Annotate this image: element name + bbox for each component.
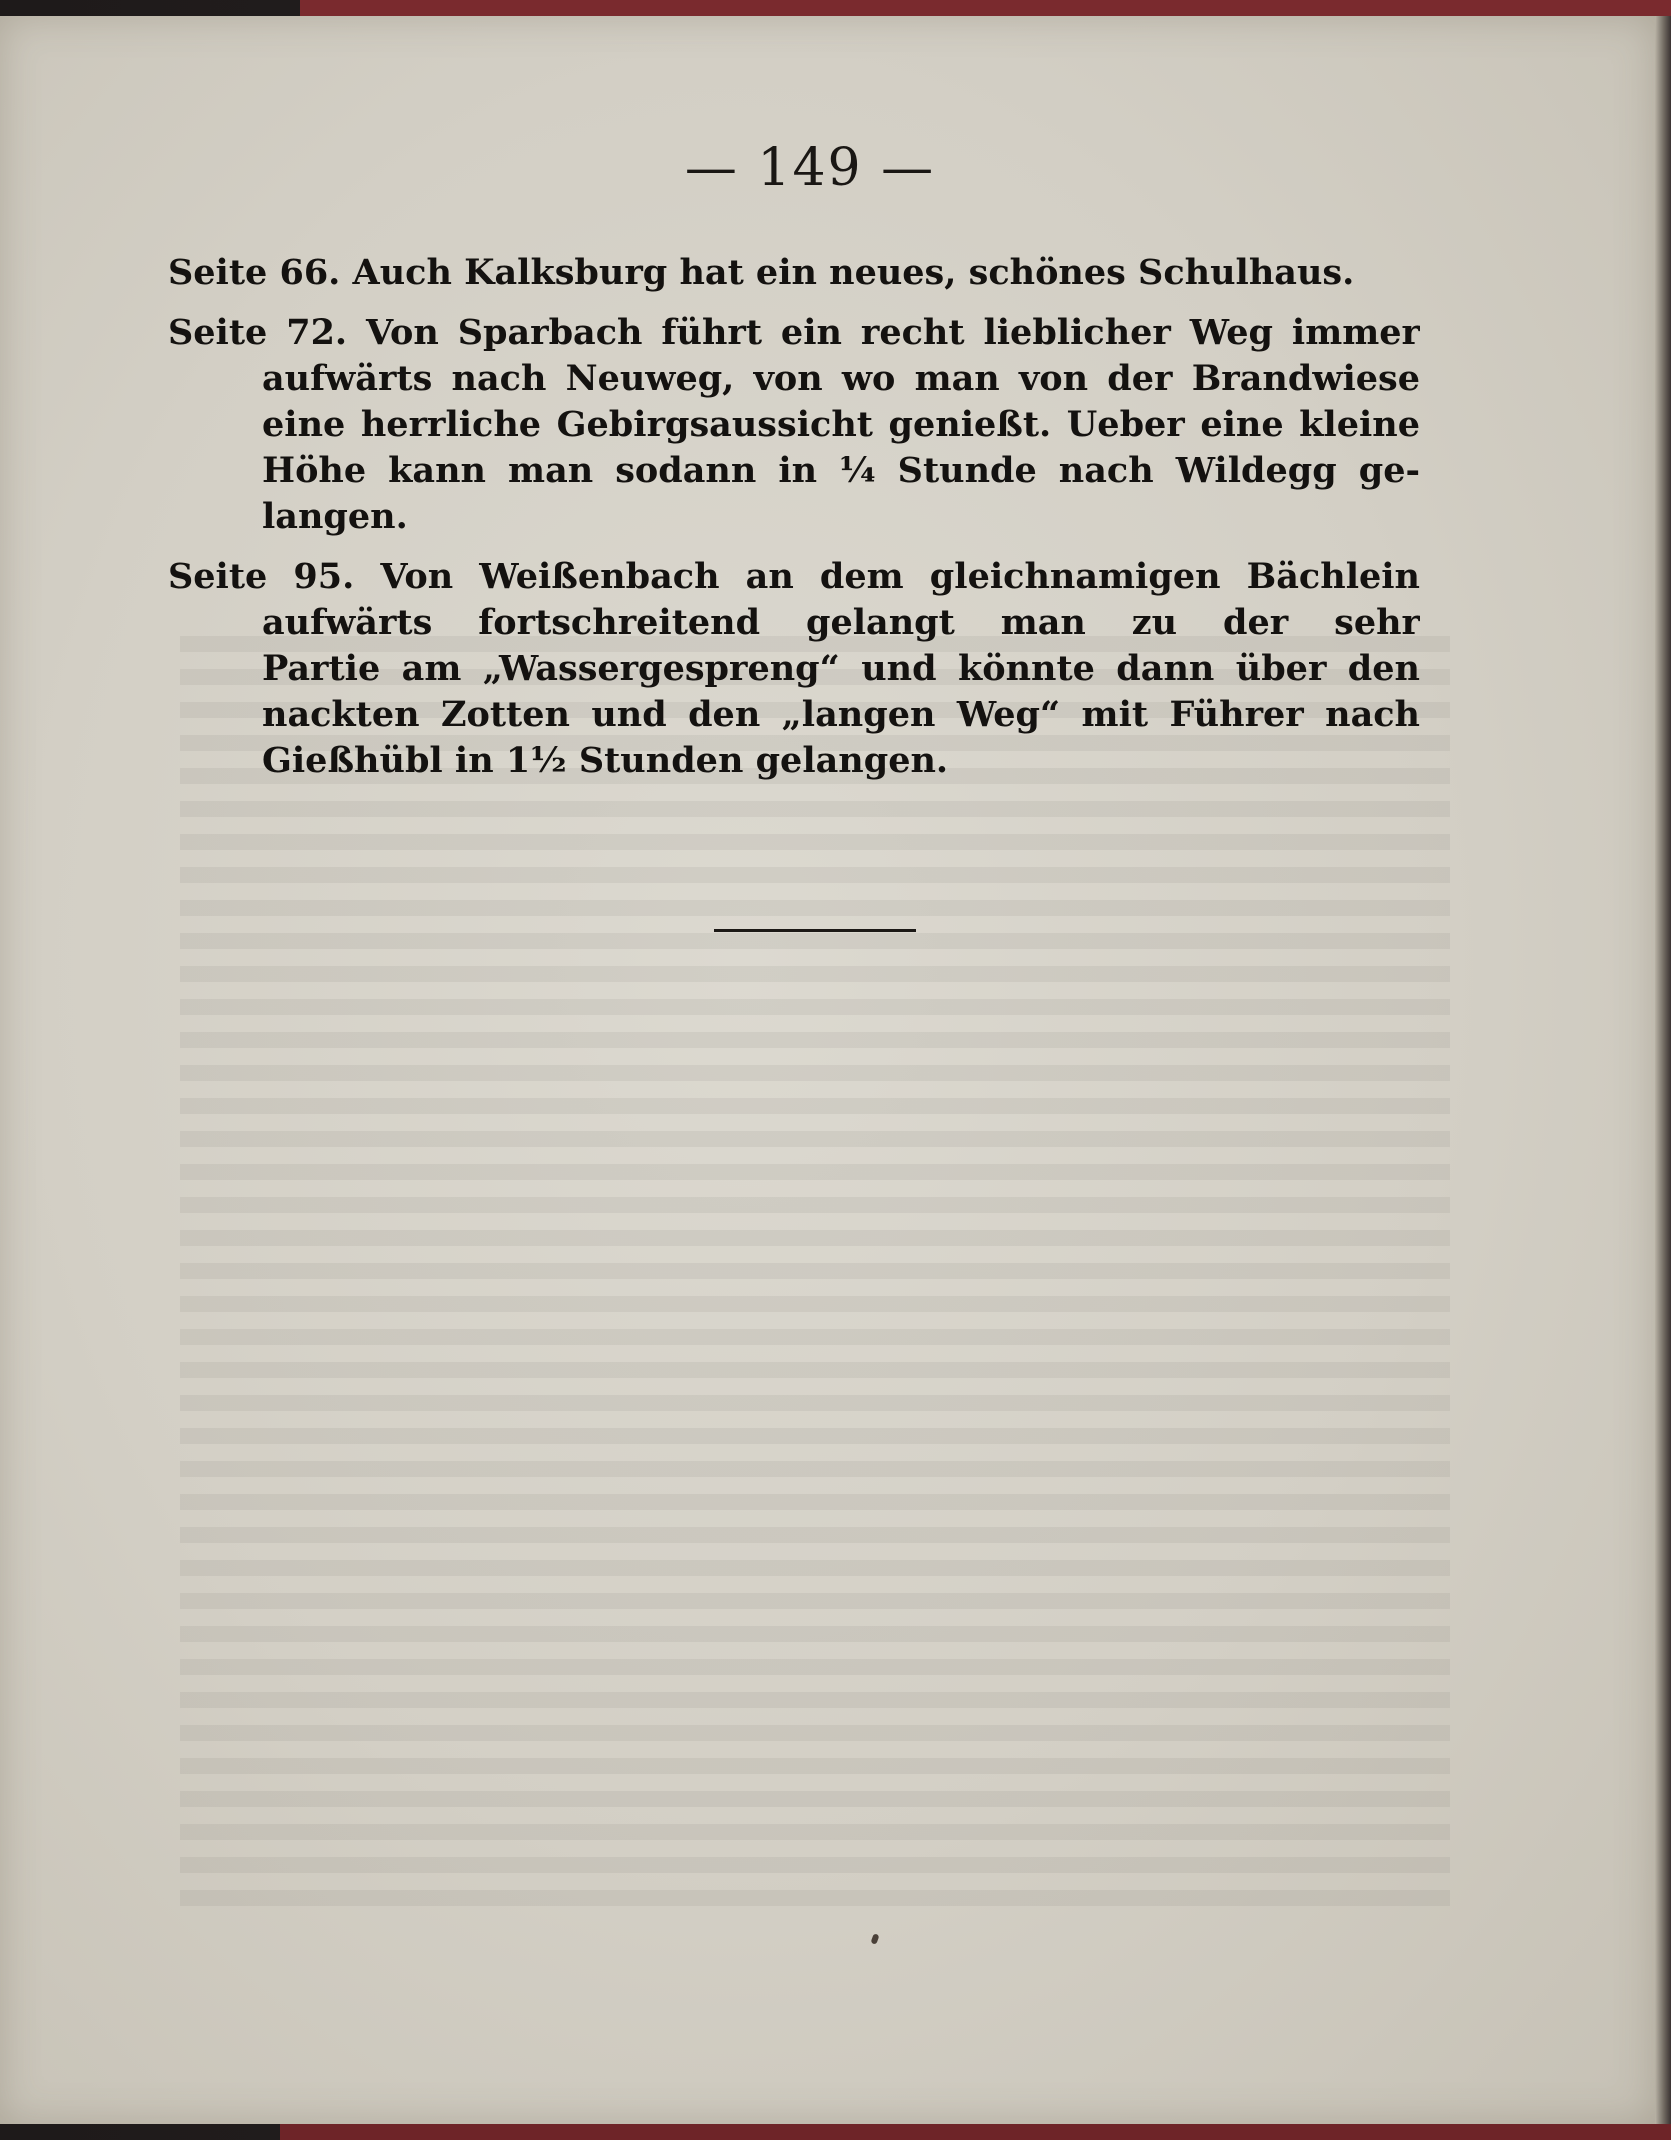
entry-line: Gießhübl in 1½ Stunden gelangen.: [262, 740, 949, 781]
entry-line: aufwärts nach Neuweg, von wo man von der Brandwiese: [262, 358, 1420, 399]
entry-line: Partie am „Wassergespreng“ und könnte dann über den: [262, 648, 1420, 689]
entry-line: nackten Zotten und den „langen Weg“ mit Führer nach: [262, 694, 1420, 735]
entry-line: aufwärts fortschreitend gelangt man zu der sehr: [262, 602, 1420, 643]
entry-line: Seite 95. Von Weißenbach an dem gleichnamigen Bächlein: [168, 556, 1420, 597]
errata-entries: [168, 250, 1420, 798]
show-through-text: [180, 636, 1450, 1916]
binding-strip-bottom: [280, 2124, 1671, 2140]
entry-seite-72: [168, 310, 1420, 540]
entry-line: langen.: [262, 496, 408, 537]
entry-seite-95: [168, 554, 1420, 784]
section-divider-rule: [714, 929, 916, 932]
page-number: — 149 —: [684, 138, 936, 198]
page-edge: [1655, 16, 1671, 2124]
entry-line: Seite 66. Auch Kalksburg hat ein neues, schönes Schulhaus.: [168, 252, 1355, 293]
entry-line: Höhe kann man sodann in ¼ Stunde nach Wildegg ge-: [262, 450, 1420, 491]
entry-line: eine herrliche Gebirgsaussicht genießt. Ueber eine kleine: [262, 404, 1420, 445]
entry-line: Seite 72. Von Sparbach führt ein recht lieblicher Weg immer: [168, 312, 1420, 353]
entry-seite-66: [168, 250, 1420, 296]
